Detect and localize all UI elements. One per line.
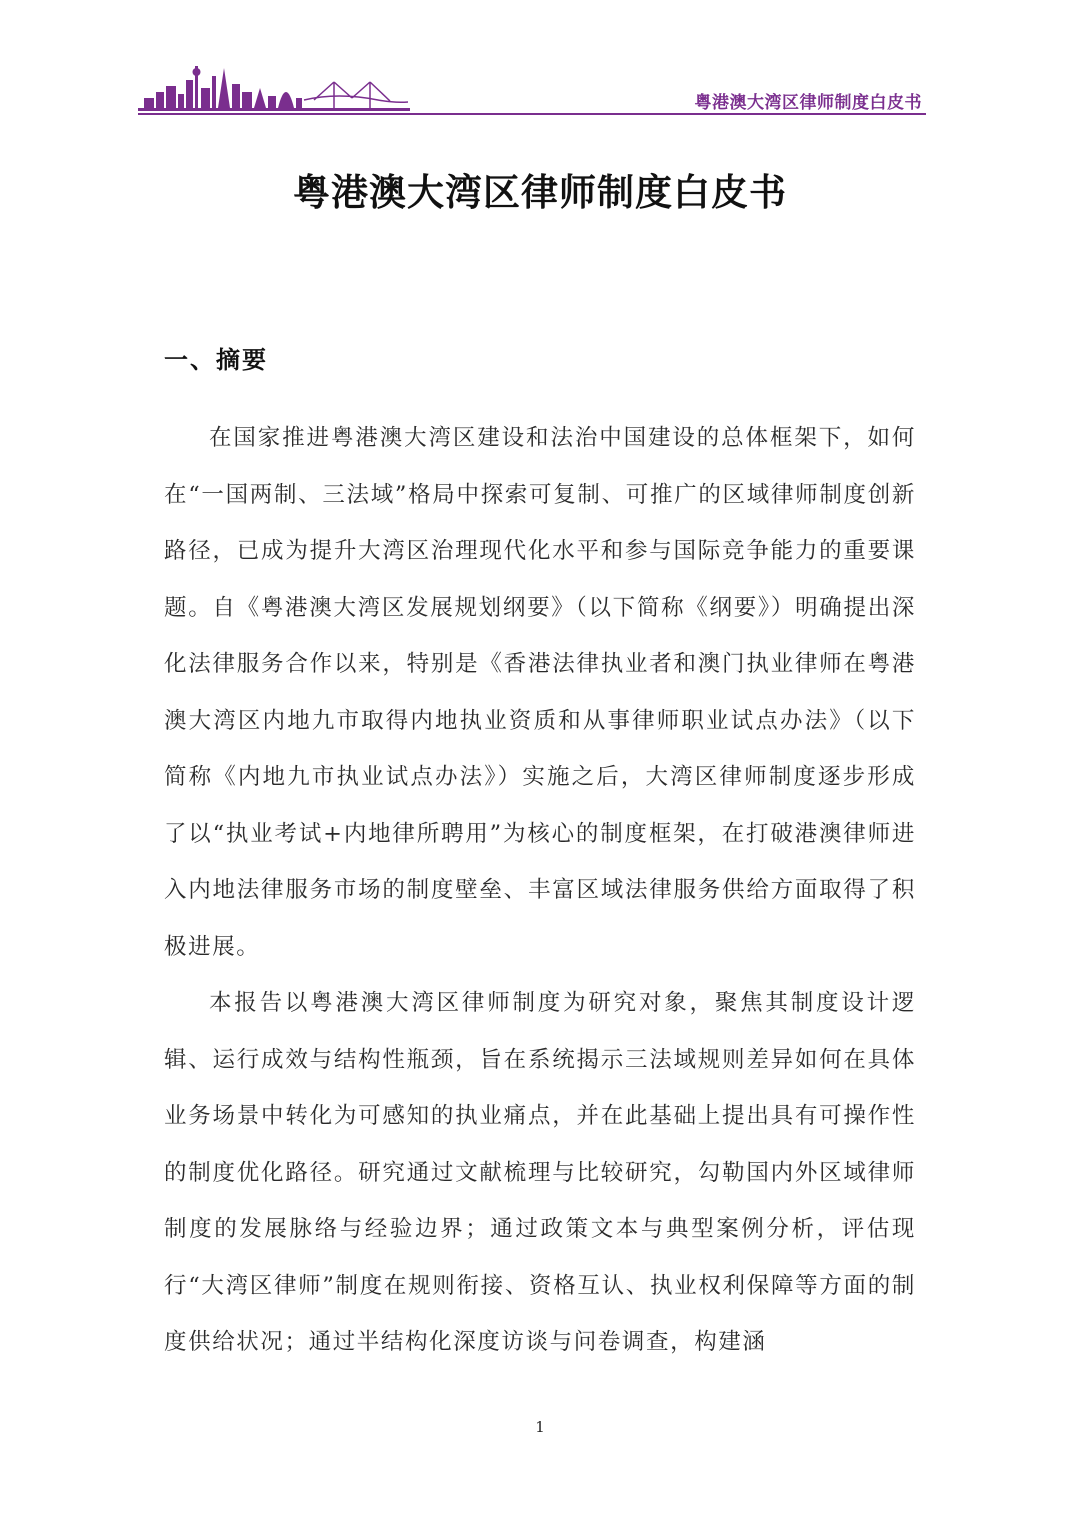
abstract-body xyxy=(164,410,916,1371)
document-title: 粤港澳大湾区律师制度白皮书 xyxy=(293,171,787,214)
page-number: 1 xyxy=(535,1418,545,1436)
header-divider xyxy=(138,113,926,115)
section-heading-abstract: 一、摘要 xyxy=(164,346,268,374)
city-skyline-bridge-icon xyxy=(138,58,410,114)
header-title: 粤港澳大湾区律师制度白皮书 xyxy=(694,93,922,113)
abstract-paragraph-2: 本报告以粤港澳大湾区律师制度为研究对象，聚焦其制度设计逻辑、运行成效与结构性瓶颈，旨在系统揭示三法域规则差异如何在具体业务场景中转化为可感知的执业痛点，并在此基础上提出具有可操作性的制度优化路径。研究通过文献梳理与比较研究，勾勒国内外区域律师制度的发展脉络与经验边界；通过政策文本与典型案例分析，评估现行“大湾区律师”制度在规则衔接、资格互认、执业权利保障等方面的制度供给状况；通过半结构化深度访谈与问卷调查，构建涵 xyxy=(164,990,916,1355)
page-header xyxy=(138,58,926,116)
abstract-paragraph-1: 在国家推进粤港澳大湾区建设和法治中国建设的总体框架下，如何在“一国两制、三法域”格局中探索可复制、可推广的区域律师制度创新路径，已成为提升大湾区治理现代化水平和参与国际竞争能力的重要课题。自《粤港澳大湾区发展规划纲要》（以下简称《纲要》）明确提出深化法律服务合作以来，特别是《香港法律执业者和澳门执业律师在粤港澳大湾区内地九市取得内地执业资质和从事律师职业试点办法》（以下简称《内地九市执业试点办法》）实施之后，大湾区律师制度逐步形成了以“执业考试+内地律所聘用”为核心的制度框架，在打破港澳律师进入内地法律服务市场的制度壁垒、丰富区域法律服务供给方面取得了积极进展。 xyxy=(164,425,916,960)
